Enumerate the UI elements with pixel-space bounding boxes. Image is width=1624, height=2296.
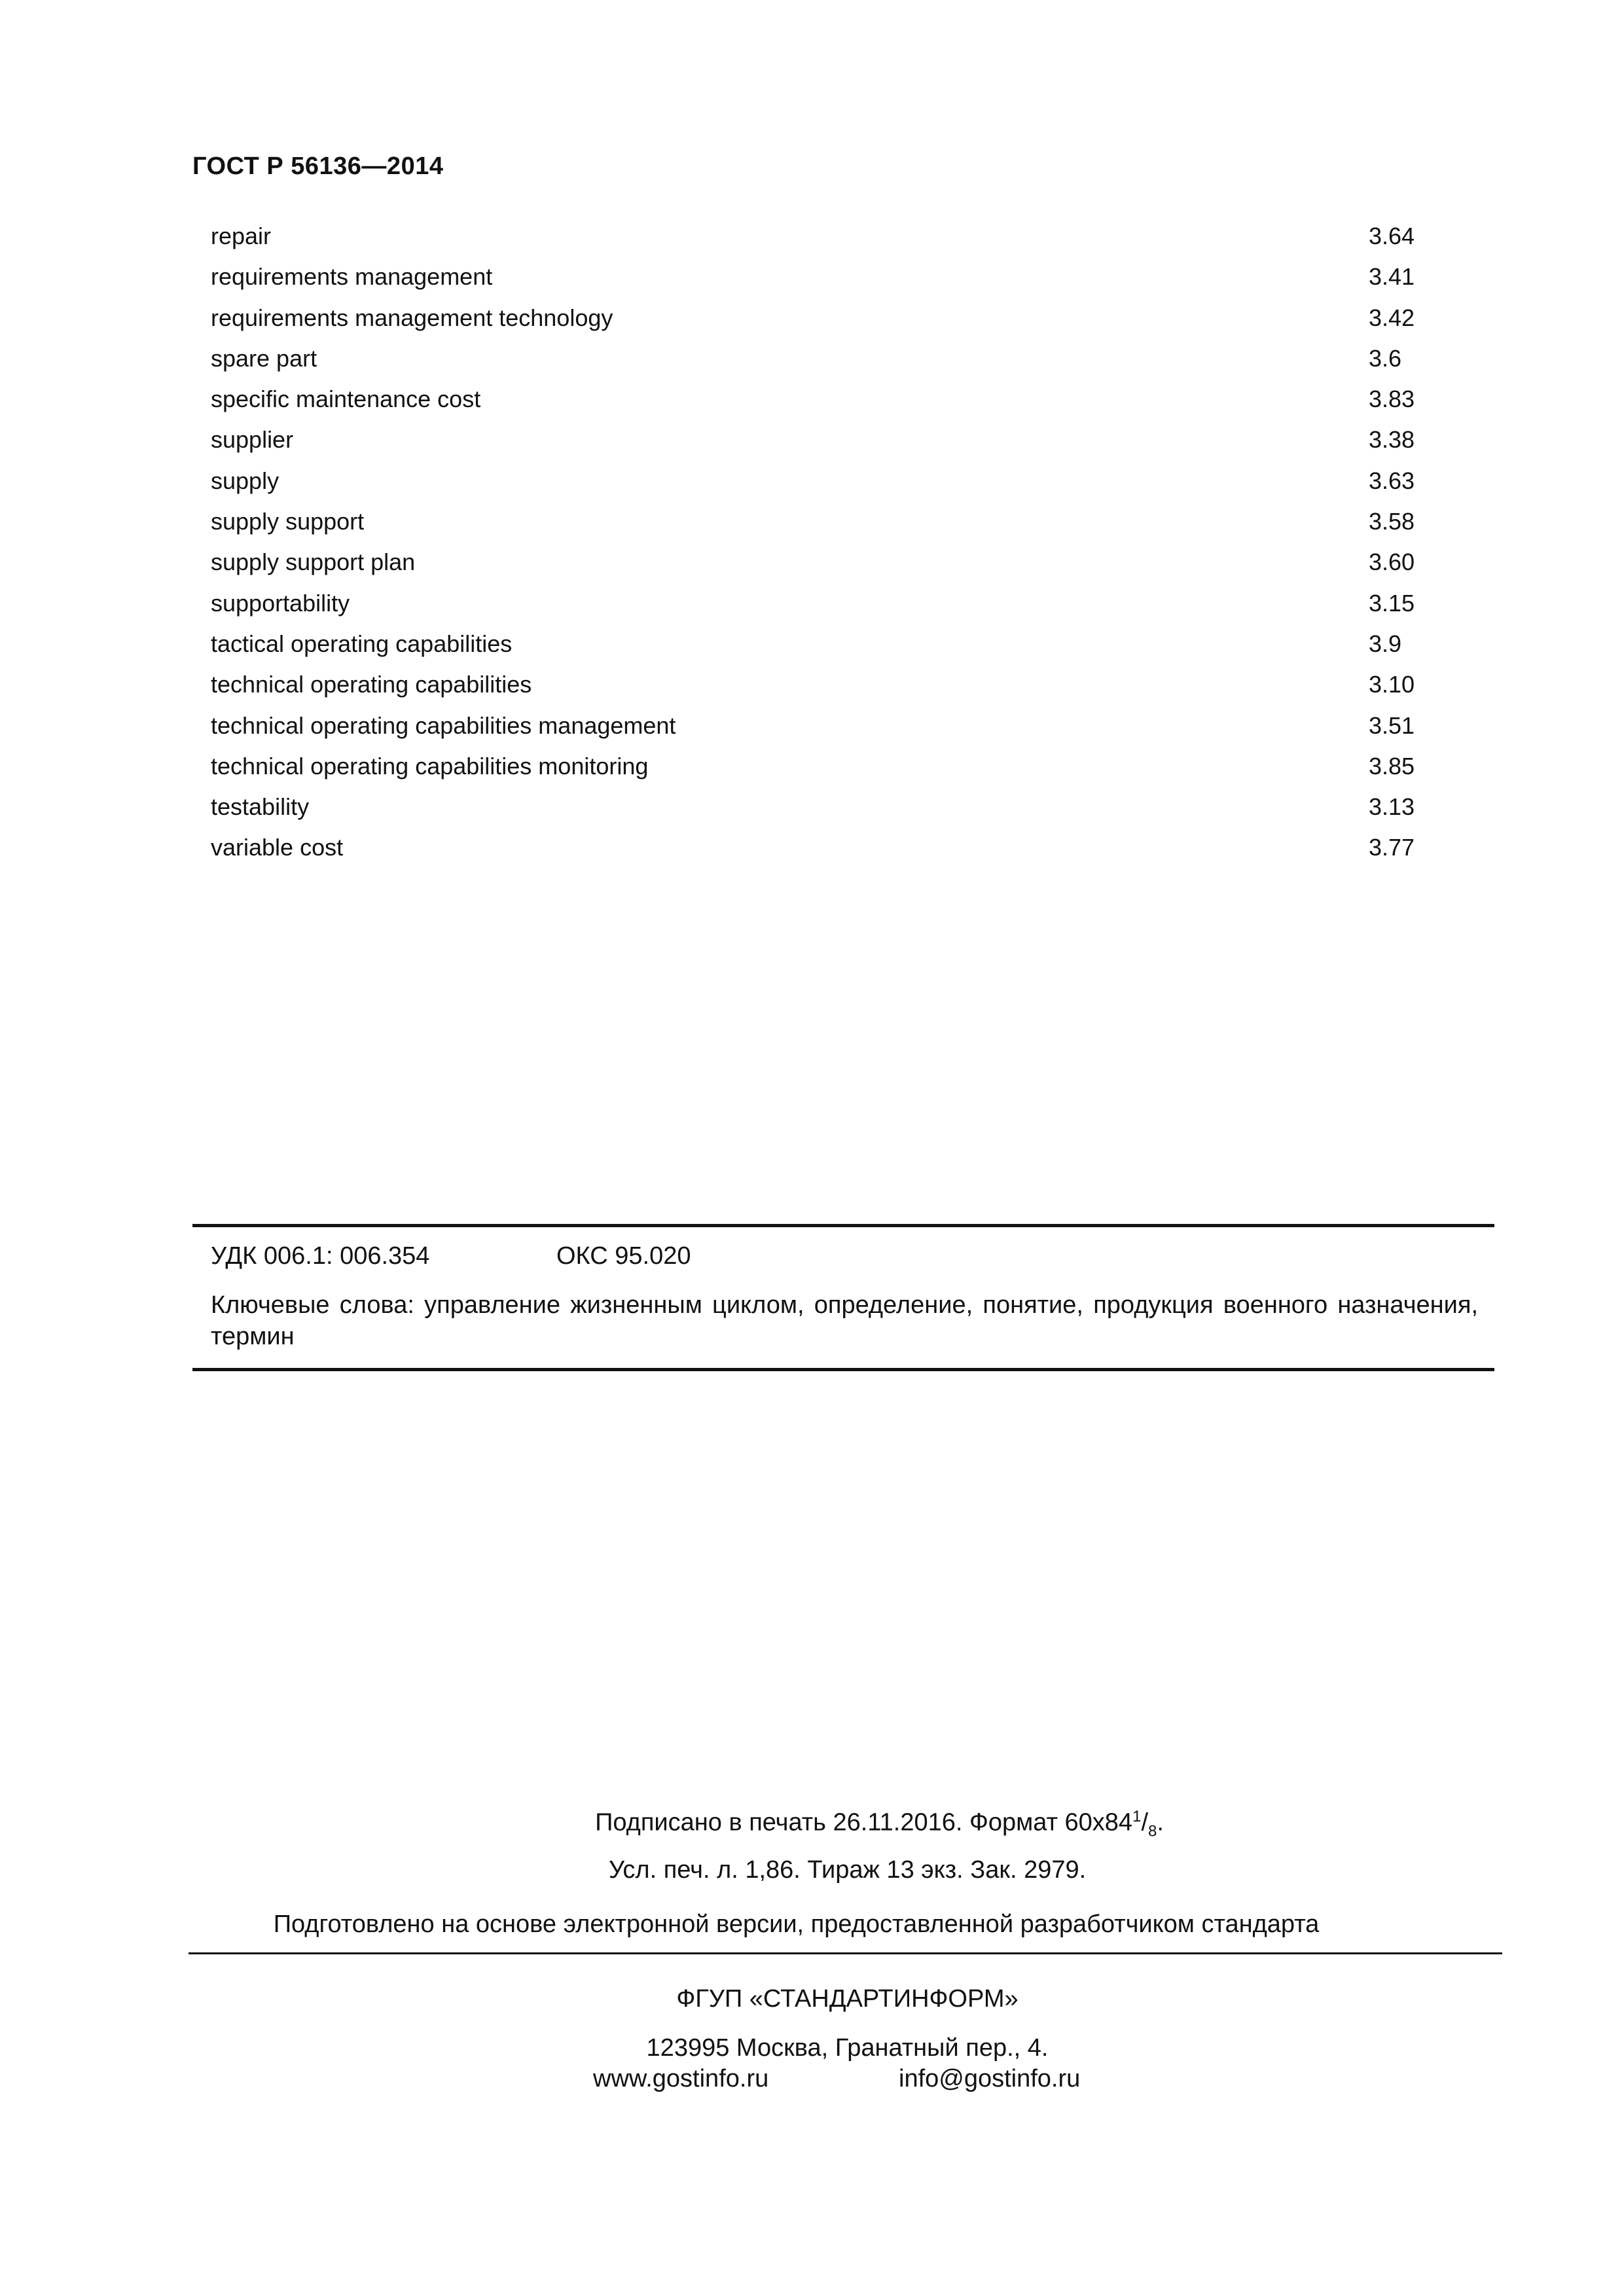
index-number: 3.85 xyxy=(1369,752,1415,780)
imprint-signed xyxy=(67,1808,1624,1840)
index-term: supply support xyxy=(211,508,365,535)
index-number: 3.83 xyxy=(1369,386,1415,413)
index-number: 3.13 xyxy=(1369,793,1415,821)
list-item xyxy=(211,379,1441,420)
index-number: 3.60 xyxy=(1369,548,1415,576)
index-term: technical operating capabilities management xyxy=(211,711,676,739)
divider-bottom xyxy=(192,1368,1494,1371)
index-term: repair xyxy=(211,223,272,249)
list-item xyxy=(211,216,1441,257)
publisher-email: info@gostinfo.ru xyxy=(899,2065,1081,2092)
publisher-name: ФГУП «СТАНДАРТИНФОРМ» xyxy=(676,1985,1019,2013)
index-term: variable cost xyxy=(211,834,344,861)
list-item xyxy=(211,706,1441,746)
index-number: 3.38 xyxy=(1369,426,1415,454)
list-item xyxy=(211,746,1441,787)
list-item xyxy=(211,624,1441,664)
index-number: 3.6 xyxy=(1369,344,1402,372)
index-number: 3.64 xyxy=(1369,223,1415,249)
list-item xyxy=(211,827,1441,868)
index-number: 3.77 xyxy=(1369,834,1415,861)
format-fraction-slash: / xyxy=(1141,1808,1148,1837)
index-term: supplier xyxy=(211,426,294,454)
index-number: 3.51 xyxy=(1369,711,1415,739)
page-title: ГОСТ Р 56136—2014 xyxy=(192,152,444,180)
divider-imprint xyxy=(189,1952,1502,1954)
index-term: requirements management xyxy=(211,263,493,291)
list-item xyxy=(211,257,1441,297)
index-term: requirements management technology xyxy=(211,304,613,331)
index-number: 3.42 xyxy=(1369,304,1415,331)
list-item xyxy=(211,583,1441,624)
publisher-address: 123995 Москва, Гранатный пер., 4. xyxy=(646,2034,1049,2062)
index-term: technical operating capabilities monitoring xyxy=(211,752,649,780)
index-number: 3.41 xyxy=(1369,263,1415,291)
list-item xyxy=(211,298,1441,338)
list-item xyxy=(211,461,1441,501)
index-term: testability xyxy=(211,793,310,821)
list-item xyxy=(211,542,1441,583)
keywords-text: Ключевые слова: управление жизненным циклом, определение, понятие, продукция военного назначения, термин xyxy=(211,1291,1478,1350)
index-number: 3.58 xyxy=(1369,508,1415,535)
index-term: supply xyxy=(211,467,280,494)
index-term: specific maintenance cost xyxy=(211,386,481,413)
terms-index-list xyxy=(211,216,1441,869)
index-term: technical operating capabilities xyxy=(211,671,532,698)
list-item xyxy=(211,664,1441,705)
udc-code: УДК 006.1: 006.354 xyxy=(211,1242,430,1270)
imprint-prepared-note: Подготовлено на основе электронной версии, предоставленной разработчиком стандарта xyxy=(273,1910,1320,1938)
format-end-period: . xyxy=(1157,1808,1164,1837)
oks-code: ОКС 95.020 xyxy=(556,1242,691,1270)
divider-top xyxy=(192,1224,1494,1227)
index-term: spare part xyxy=(211,344,317,372)
imprint-print-details: Усл. печ. л. 1,86. Тираж 13 экз. Зак. 2979. xyxy=(608,1856,1087,1884)
index-number: 3.9 xyxy=(1369,630,1402,657)
list-item xyxy=(211,338,1441,379)
index-term: supportability xyxy=(211,589,350,617)
list-item xyxy=(211,787,1441,827)
format-fraction-numerator: 1 xyxy=(1132,1808,1142,1825)
index-number: 3.63 xyxy=(1369,467,1415,494)
publisher-website: www.gostinfo.ru xyxy=(593,2065,769,2092)
index-term: supply support plan xyxy=(211,548,416,576)
index-term: tactical operating capabilities xyxy=(211,630,513,657)
list-item xyxy=(211,501,1441,542)
format-fraction-denominator: 8 xyxy=(1148,1822,1157,1840)
list-item xyxy=(211,420,1441,460)
index-number: 3.15 xyxy=(1369,589,1415,617)
index-number: 3.10 xyxy=(1369,671,1415,698)
imprint-signed-text: Подписано в печать 26.11.2016. Формат 60x84 xyxy=(595,1808,1133,1837)
